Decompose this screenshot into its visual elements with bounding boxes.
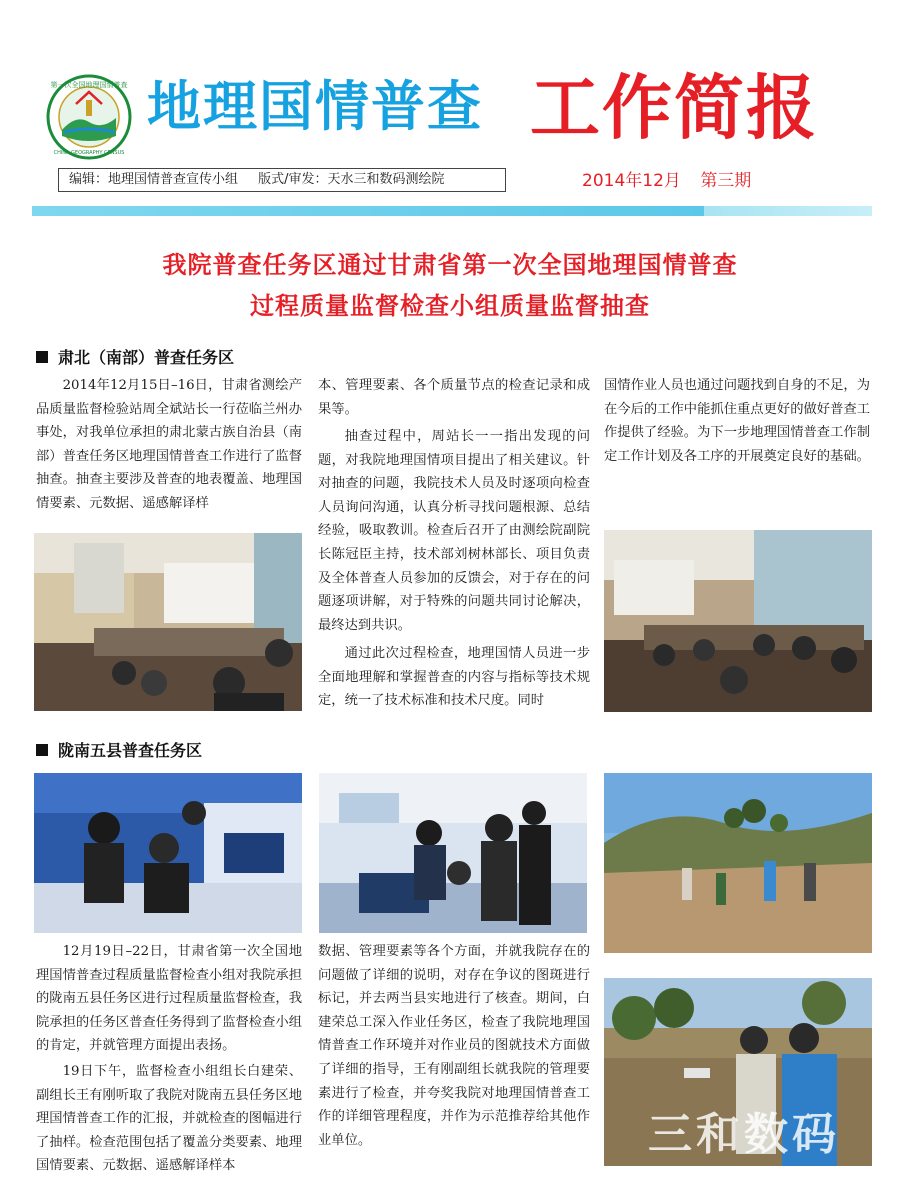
s1-col3-paragraph-1: 国情作业人员也通过问题找到自身的不足，为在今后的工作中能抓住重点更好的做好普查工作提供了经验。为下一步地理国情普查工作制定工作计划及各工序的开展奠定良好的基础。 <box>604 378 870 464</box>
section-1-title <box>36 345 234 368</box>
masthead-divider <box>32 206 872 216</box>
s2-col2-paragraph-1: 数据、管理要素等各个方面，并就我院存在的问题做了详细的说明，对存在争议的图斑进行标记，并去两当县实地进行了核查。期间，白建荣总工深入作业任务区，检查了我院地理国情普查工作环境并对作业员的图就技术方面做了详细的指导，王有刚副组长就我院的管理要素进行了检查，并夸奖我院对地理国情普查工作的详细管理程度，并作为示范推荐给其他作业单位。 <box>318 944 590 1148</box>
s1-col1-paragraph-1: 2014年12月15日–16日，甘肃省测绘产品质量监督检验站周全斌站长一行莅临兰州办事处，对我单位承担的肃北蒙古族自治县（南部）普查任务区地理国情普查工作进行了监督抽查。抽查主要涉及普查的地表覆盖、地理国情要素、元数据、遥感解译样 <box>36 378 302 511</box>
issue-date: 2014年12月 <box>582 171 681 191</box>
square-bullet-icon <box>36 351 48 363</box>
office-photo-2 <box>319 773 587 933</box>
editor-credits <box>58 168 506 192</box>
section-1-title-text: 肃北（南部）普查任务区 <box>58 348 235 367</box>
logo-text: 第一次全国地理国情普查 <box>50 81 128 89</box>
masthead-title-left: 地理国情普查 <box>147 75 483 138</box>
reviewer-label: 版式/审发：天水三和数码测绘院 <box>258 172 445 187</box>
editor-label: 编辑：地理国情普查宣传小组 <box>69 172 239 187</box>
meeting-photo-1 <box>34 533 302 711</box>
meeting-photo-2 <box>604 530 872 712</box>
s1-col2-paragraph-3: 通过此次过程检查，地理国情人员进一步全面地理解和掌握普查的内容与指标等技术规定，统一了技术标准和技术尺度。同时 <box>318 646 590 709</box>
headline-line-2: 过程质量监督检查小组质量监督抽查 <box>250 292 650 320</box>
issue-info <box>582 170 765 192</box>
field-photo-1 <box>604 773 872 953</box>
s2-col1-paragraph-1: 12月19日–22日，甘肃省第一次全国地理国情普查过程质量监督检查小组对我院承担的陇南五县任务区进行过程质量监督检查，我院承担的任务区普查任务得到了监督检查小组的肯定，并就管理方面提出表扬。 <box>36 944 302 1054</box>
square-bullet-icon <box>36 744 48 756</box>
masthead-title-right: 工作简报 <box>530 67 818 149</box>
issue-number: 第三期 <box>700 171 752 191</box>
office-photo-1 <box>34 773 302 933</box>
s1-col2-paragraph-1: 本、管理要素、各个质量节点的检查记录和成果等。 <box>318 378 590 417</box>
s1-col2-paragraph-2: 抽查过程中，周站长一一指出发现的问题，对我院地理国情项目提出了相关建议。针对抽查的问题，我院技术人员及时逐项向检查人员询问沟通，认真分析寻找问题根源、总结经验，吸取教训。检查后召开了由测绘院副院长陈冠臣主持，技术部刘树林部长、项目负责及全体普查人员参加的反馈会，对于存在的问题逐项讲解，对于特殊的问题共同讨论解决，最终达到共识。 <box>318 429 590 633</box>
census-logo <box>46 74 132 160</box>
logo-subtext: CHINA GEOGRAPHY CENSUS <box>53 150 125 156</box>
section-2-title-text: 陇南五县普查任务区 <box>58 741 203 760</box>
watermark-text: 三和数码 <box>648 1109 840 1160</box>
section-2-title <box>36 738 202 761</box>
headline-line-1: 我院普查任务区通过甘肃省第一次全国地理国情普查 <box>162 251 738 279</box>
s2-col1-paragraph-2: 19日下午，监督检查小组组长白建荣、副组长王有刚听取了我院对陇南五县任务区地理国情普查工作的汇报，并就检查的图幅进行了抽样。检查范围包括了覆盖分类要素、地理国情要素、元数据、遥感解译样本 <box>36 1064 302 1174</box>
